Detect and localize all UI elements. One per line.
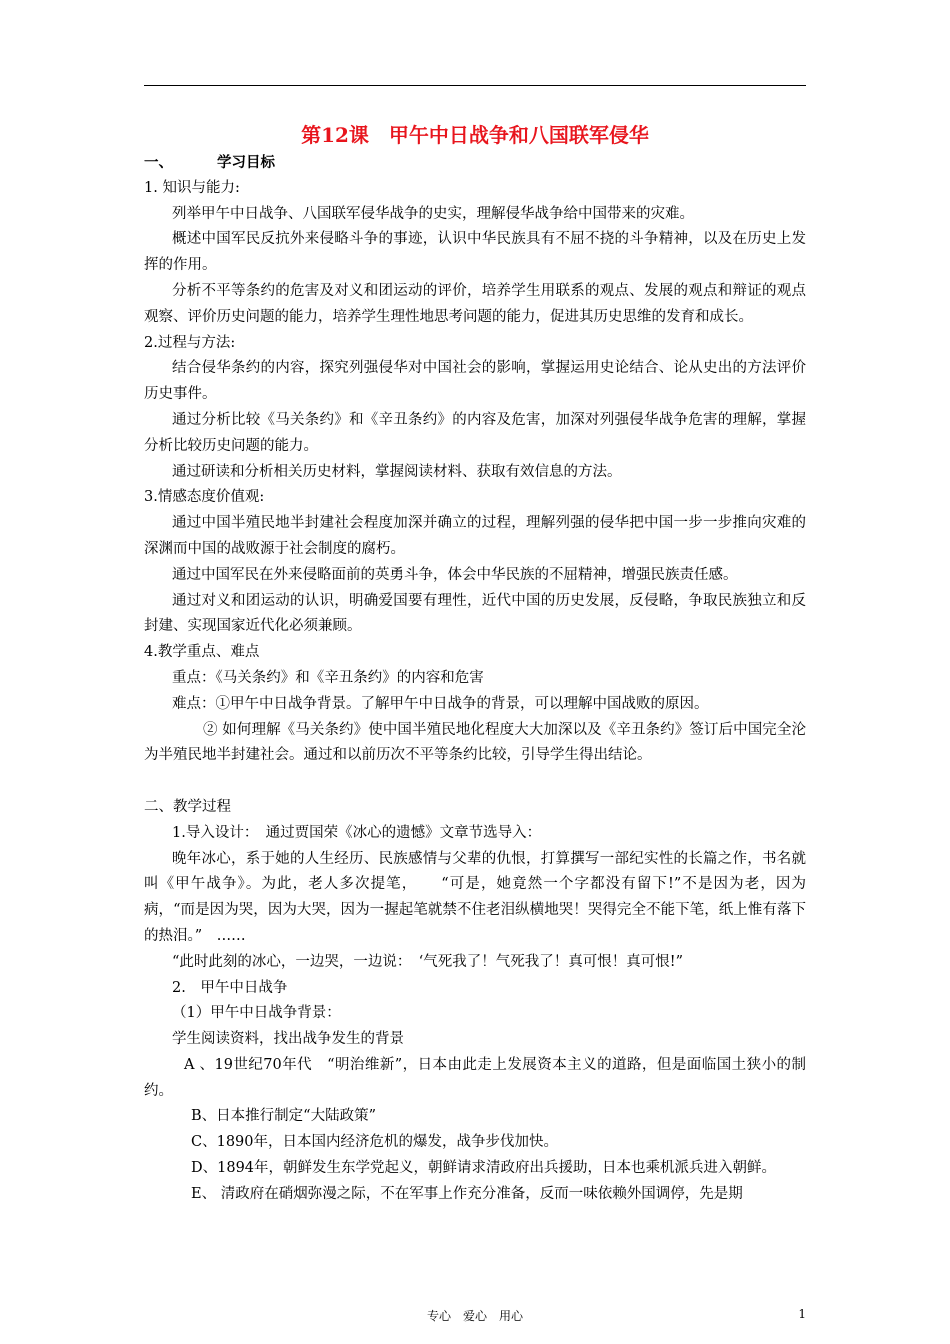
part2-heading: 2. 甲午中日战争 xyxy=(172,979,288,996)
difficult-point-2: ② 如何理解《马关条约》使中国半殖民地化程度大大加深以及《辛丑条约》签订后中国完全沦为半殖民地半封建社会。通过和以前历次不平等条约比较，引导学生得出结论。 xyxy=(144,721,806,764)
difficult-point-1: 难点：①甲午中日战争背景。了解甲午中日战争的背景，可以理解中国战败的原因。 xyxy=(172,695,709,712)
focus-heading: 4.教学重点、难点 xyxy=(144,644,260,661)
background-item-e: E、 清政府在硝烟弥漫之际，不在军事上作充分准备，反而一味依赖外国调停，先是期 xyxy=(191,1185,743,1202)
intro-design: 1.导入设计： 通过贾国荣《冰心的遗憾》文章节选导入： xyxy=(172,824,542,841)
story-paragraph: 晚年冰心，系于她的人生经历、民族感情与父辈的仇恨，打算撰写一部纪实性的长篇之作，书名就叫《甲午战争》。为此，老人多次提笔， “可是，她竟然一个字都没有留下!”不是因为老，因为病，“而是因为哭，因为大哭，因为一握起笔就禁不住老泪纵横地哭！哭得完全不能下笔，纸上惟有落下的热泪。” …… xyxy=(144,850,806,944)
knowledge-item-3: 分析不平等条约的危害及对义和团运动的评价，培养学生用联系的观点、发展的观点和辩证的观点观察、评价历史问题的能力，培养学生理性地思考问题的能力，促进其历史思维的发育和成长。 xyxy=(144,282,806,325)
background-item-c: C、1890年，日本国内经济危机的爆发，战争步伐加快。 xyxy=(191,1134,558,1151)
section2-heading: 二、教学过程 xyxy=(144,798,231,815)
values-item-1: 通过中国半殖民地半封建社会程度加深并确立的过程，理解列强的侵华把中国一步一步推向灾难的深渊而中国的战败源于社会制度的腐朽。 xyxy=(144,515,806,557)
spacer xyxy=(144,769,806,795)
header-rule xyxy=(144,85,806,86)
reading-task: 学生阅读资料，找出战争发生的背景 xyxy=(172,1031,404,1048)
background-subheading: （1）甲午中日战争背景： xyxy=(172,1005,341,1022)
knowledge-item-1: 列举甲午中日战争、八国联军侵华战争的史实，理解侵华战争给中国带来的灾难。 xyxy=(172,205,694,222)
method-heading: 2.过程与方法: xyxy=(144,334,236,351)
knowledge-item-2: 概述中国军民反抗外来侵略斗争的事迹，认识中华民族具有不屈不挠的斗争精神，以及在历史上发挥的作用。 xyxy=(144,231,806,274)
key-point: 重点：《马关条约》和《辛丑条约》的内容和危害 xyxy=(172,669,484,686)
lesson-title: 第12课 甲午中日战争和八国联军侵华 xyxy=(301,123,649,147)
knowledge-heading: 1. 知识与能力: xyxy=(144,179,240,196)
section1-heading-text: 学习目标 xyxy=(217,154,275,171)
method-item-1: 结合侵华条约的内容，探究列强侵华对中国社会的影响，掌握运用史论结合、论从史出的方法评价历史事件。 xyxy=(144,360,806,403)
background-item-d: D、1894年，朝鲜发生东学党起义，朝鲜请求清政府出兵援助，日本也乘机派兵进入朝鲜。 xyxy=(191,1160,777,1177)
method-item-3: 通过研读和分析相关历史材料，掌握阅读材料、获取有效信息的方法。 xyxy=(172,463,622,480)
values-heading: 3.情感态度价值观: xyxy=(144,489,265,506)
section1-heading-num: 一、 xyxy=(144,154,173,171)
background-item-a: A 、19世纪70年代 “明治维新”，日本由此走上发展资本主义的道路，但是面临国土狭小的制约。 xyxy=(144,1056,806,1099)
values-item-2: 通过中国军民在外来侵略面前的英勇斗争，体会中华民族的不屈精神，增强民族责任感。 xyxy=(172,566,738,583)
page-number: 1 xyxy=(798,1307,806,1321)
values-item-3: 通过对义和团运动的认识，明确爱国要有理性，近代中国的历史发展，反侵略，争取民族独立和反封建、实现国家近代化必须兼顾。 xyxy=(144,592,806,635)
quote-paragraph: “此时此刻的冰心，一边哭，一边说： ‘气死我了！气死我了！真可恨！真可恨!” xyxy=(172,953,684,970)
background-item-b: B、日本推行制定“大陆政策” xyxy=(191,1108,376,1125)
footer-motto: 专心 爱心 用心 xyxy=(426,1309,523,1323)
method-item-2: 通过分析比较《马关条约》和《辛丑条约》的内容及危害，加深对列强侵华战争危害的理解，掌握分析比较历史问题的能力。 xyxy=(144,411,806,454)
document-body xyxy=(144,120,806,1208)
section1-heading xyxy=(144,150,806,176)
